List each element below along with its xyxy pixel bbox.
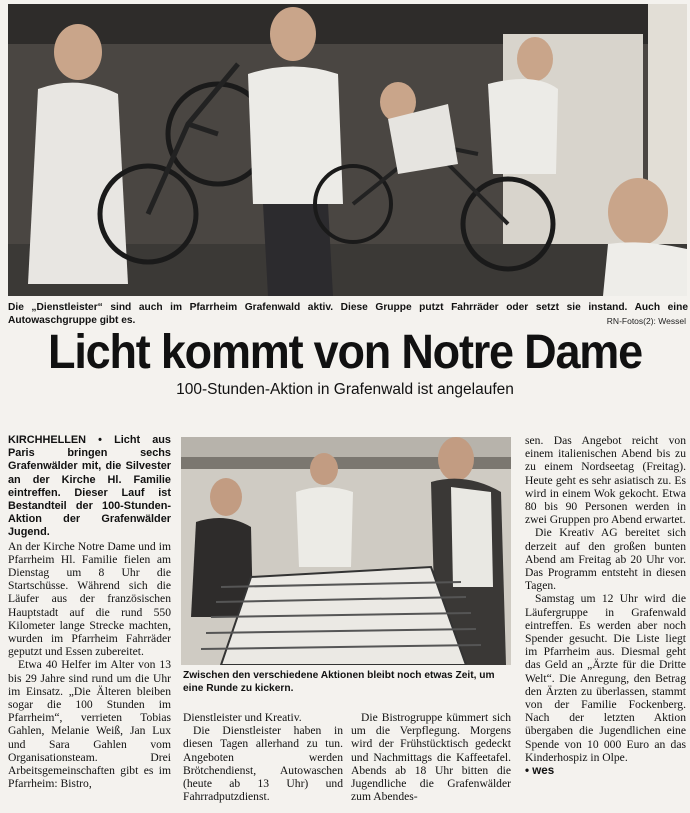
- top-photo-caption: Die „Dienstleister“ sind auch im Pfarrheim Grafenwald aktiv. Diese Gruppe putzt Fahrräder oder setzt sie instand. Auch eine Autowaschgruppe gibt es.: [8, 302, 688, 326]
- lead-paragraph: [8, 434, 171, 540]
- photo-table-football: [181, 437, 511, 665]
- lead-text: • Licht aus Paris bringen sechs Grafenwälder mit, die Silvester an der Kirche Hl. Familie eintreffen. Dieser Lauf ist Bestandteil der 100-Stunden-Aktion der Grafenwälder Jugend.: [8, 434, 171, 539]
- body-paragraph: Die Bistrogruppe kümmert sich um die Verpflegung. Morgens wird der Frühstücktisch gedeckt und Nachmittags die Kaffeetafel. Abends ab 18 Uhr bitten die Jugendliche die Grafenwälder zum Abendes-: [351, 711, 511, 804]
- body-paragraph: Etwa 40 Helfer im Alter von 13 bis 29 Jahre sind rund um die Uhr im Einsatz. „Die Älteren bleiben sogar die 100 Stunden im Pfarrheim“, verrieten Tobias Gahlen, Melanie Weiß, Jan Lux und Sara Gahlen vom Organisationsteam. Drei Arbeitsgemeinschaften gibt es im Pfarrheim: Bistro,: [8, 658, 171, 791]
- article-column-2: [183, 711, 343, 803]
- dateline: KIRCHHELLEN: [8, 434, 87, 446]
- subheadline: 100-Stunden-Aktion in Grafenwald ist angelaufen: [176, 381, 514, 398]
- middle-photo-caption: Zwischen den verschiedene Aktionen bleibt noch etwas Zeit, um eine Runde zu kickern.: [183, 670, 495, 694]
- photo-credit: RN-Fotos(2): Wessel: [606, 316, 686, 326]
- body-paragraph: Samstag um 12 Uhr wird die Läufergruppe in Grafenwald eintreffen. Es werden aber noch Spender gesucht. Die Liste liegt im Pfarrheim aus. Diesmal geht das Geld an „Ärzte für die Dritte Welt“. Die Anregung, den Betrag den Ärzten zu überlassen, stammt von der Familie Fockenberg. Nach der letzten Aktion übergaben die Jugendlichen eine Spende von 10 000 Euro an das Kinderhospiz in Olpe.: [525, 592, 686, 764]
- body-paragraph: An der Kirche Notre Dame und im Pfarrheim Hl. Familie fielen am Dienstag um 8 Uhr die Startschüsse. Während sich die Läufer aus der französischen Hauptstadt auf die rund 550 Kilometer lange Strecke machten, wurden im Pfarrheim Fahrräder geputzt und Essen zubereitet.: [8, 539, 171, 659]
- body-paragraph: Die Dienstleister haben in diesen Tagen allerhand zu tun. Angeboten werden Brötchendienst, Autowaschen (heute ab 13 Uhr) und Fahrradputzdienst.: [183, 724, 343, 804]
- article-column-1: [8, 434, 171, 790]
- article-column-3: [351, 711, 511, 803]
- photo-bicycle-group: [8, 4, 687, 296]
- article-column-4: [525, 434, 686, 777]
- headline: Licht kommt von Notre Dame: [48, 323, 642, 379]
- body-paragraph: sen. Das Angebot reicht von einem italienischen Abend bis zu zu einem Nordseetag (Freitag). Heute geht es sehr asiatisch zu. Es wird in einem Wok gekocht. Etwa 80 bis 90 Personen werden in zwei Gruppen pro Abend erwartet.: [525, 434, 686, 527]
- body-paragraph: Die Kreativ AG bereitet sich derzeit auf den großen bunten Abend am Freitag ab 20 Uhr vor. Das Programm entsteht in diesen Tagen.: [525, 526, 686, 593]
- author-signature: • wes: [525, 764, 555, 778]
- body-paragraph: Dienstleister und Kreativ.: [183, 711, 302, 724]
